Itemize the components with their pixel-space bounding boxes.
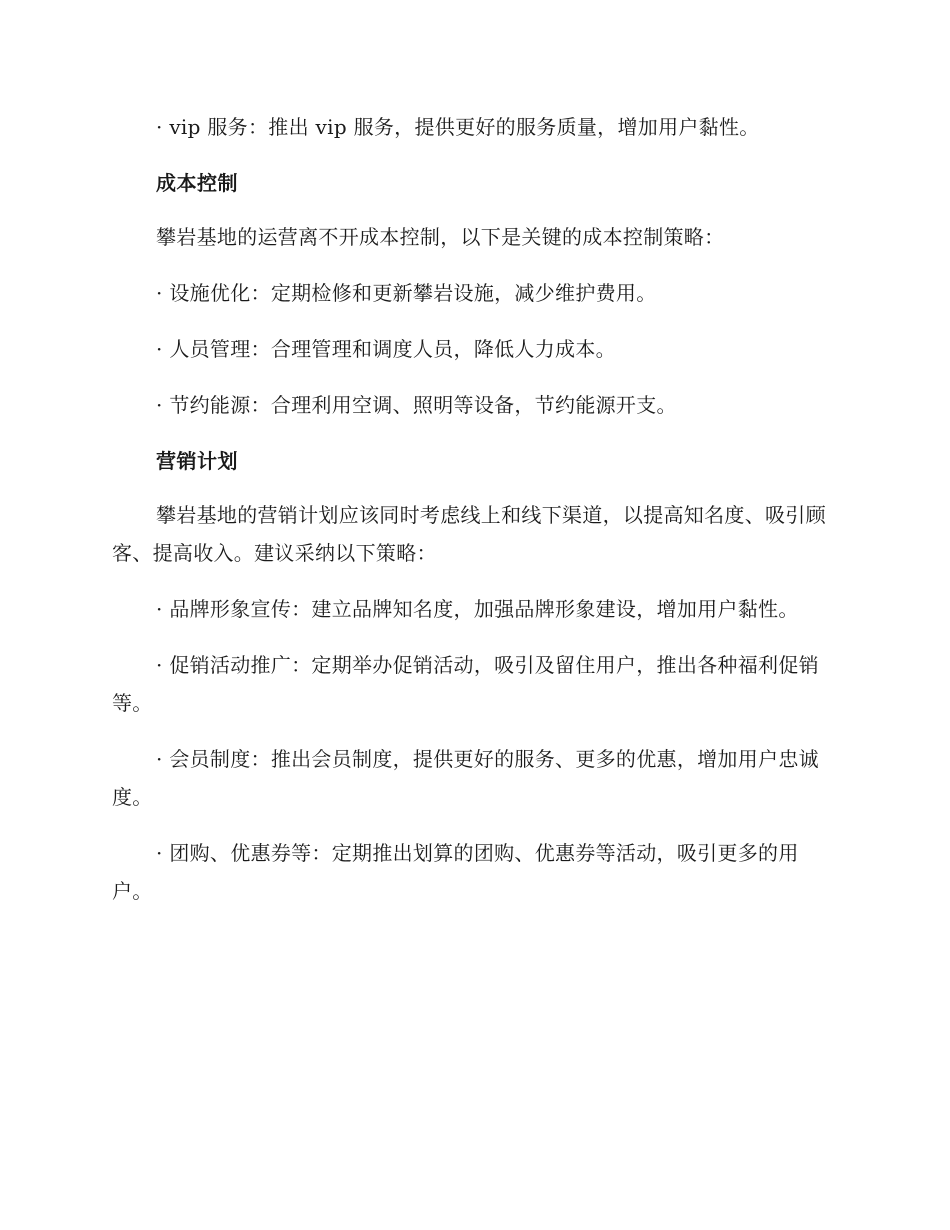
bullet-facility-optimization: · 设施优化：定期检修和更新攀岩设施，减少维护费用。 bbox=[156, 281, 657, 305]
paragraph-cost-intro: 攀岩基地的运营离不开成本控制，以下是关键的成本控制策略： bbox=[156, 225, 725, 249]
paragraph-marketing-intro: 攀岩基地的营销计划应该同时考虑线上和线下渠道，以提高知名度、吸引顾客、提高收入。建议采纳以下策略： bbox=[112, 503, 826, 565]
bullet-energy-saving: · 节约能源：合理利用空调、照明等设备，节约能源开支。 bbox=[156, 393, 677, 417]
bullet-promotion-activities: · 促销活动推广：定期举办促销活动，吸引及留住用户，推出各种福利促销等。 bbox=[112, 653, 819, 715]
bullet-group-buy-coupons: · 团购、优惠券等：定期推出划算的团购、优惠券等活动，吸引更多的用户。 bbox=[112, 841, 799, 903]
document-body bbox=[112, 108, 838, 928]
heading-marketing-plan: 营销计划 bbox=[156, 449, 238, 473]
bullet-brand-promotion: · 品牌形象宣传：建立品牌知名度，加强品牌形象建设，增加用户黏性。 bbox=[156, 597, 799, 621]
bullet-vip-service: · vip 服务：推出 vip 服务，提供更好的服务质量，增加用户黏性。 bbox=[156, 115, 760, 139]
bullet-staff-management: · 人员管理：合理管理和调度人员，降低人力成本。 bbox=[156, 337, 616, 361]
bullet-membership: · 会员制度：推出会员制度，提供更好的服务、更多的优惠，增加用户忠诚度。 bbox=[112, 747, 819, 809]
heading-cost-control: 成本控制 bbox=[156, 171, 238, 195]
